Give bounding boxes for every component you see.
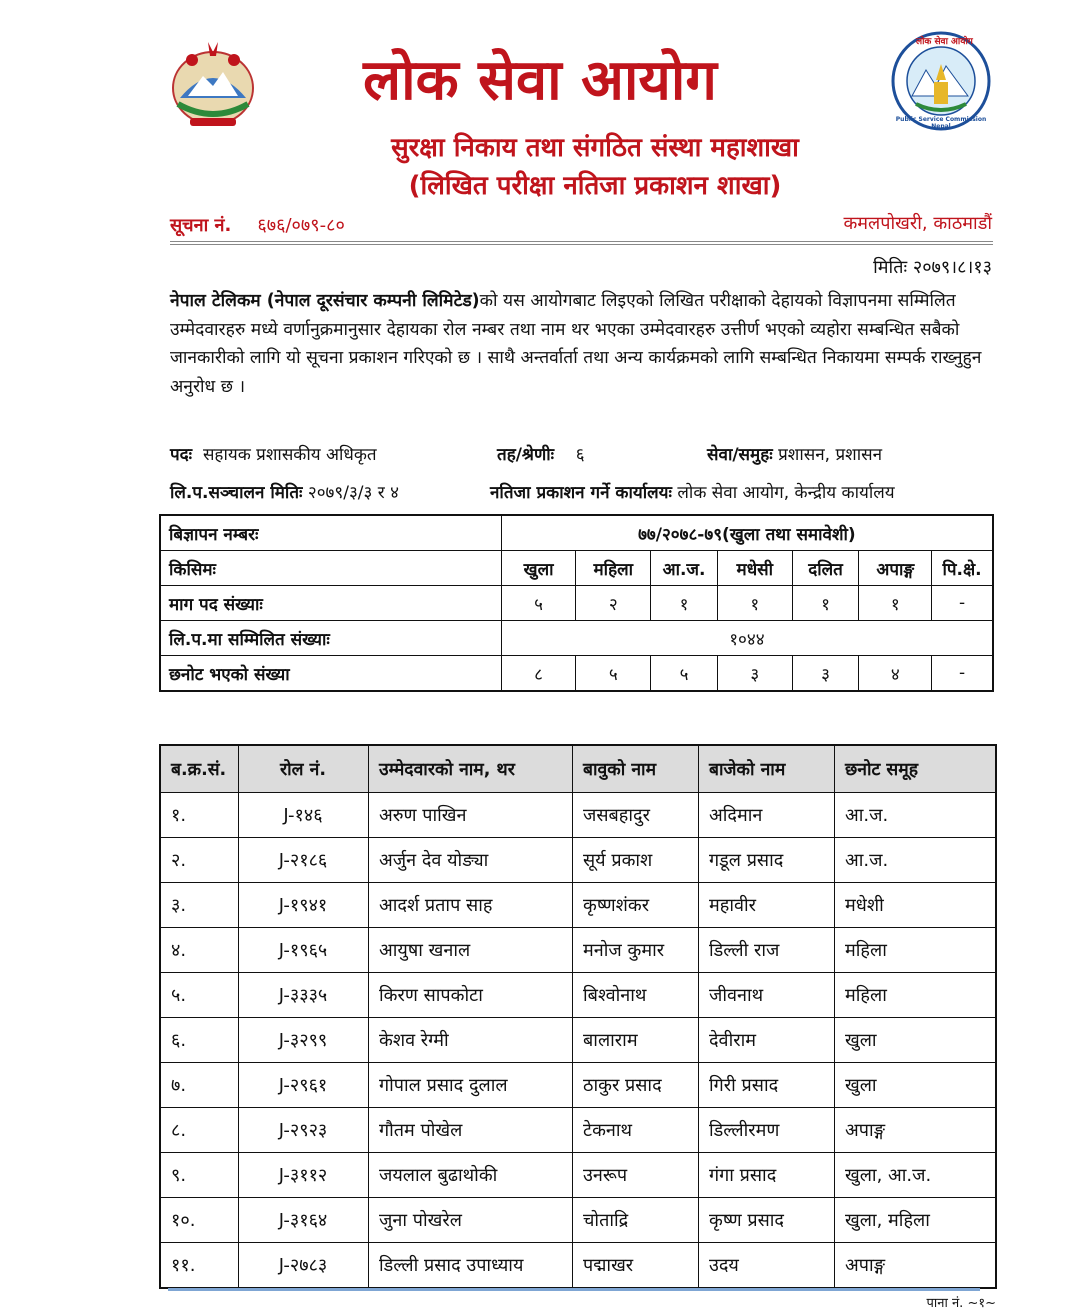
col-header-serial: ब.क्र.सं.: [160, 745, 239, 793]
header-divider: [170, 241, 993, 242]
level-value: ६: [575, 445, 585, 465]
ad-row: [160, 515, 993, 551]
candidate-name-cell: अरुण पाखिन: [369, 793, 573, 838]
group-cell: महिला: [835, 973, 997, 1018]
roll-cell: J-२९६१: [239, 1063, 369, 1108]
father-name-cell: ठाकुर प्रसाद: [573, 1063, 699, 1108]
father-name-cell: चोताद्रि: [573, 1198, 699, 1243]
serial-cell: ७.: [160, 1063, 239, 1108]
ad-value: ७७/२०७८-७९(खुला तथा समावेशी): [501, 515, 993, 551]
selected-cell: ३: [717, 656, 792, 692]
grandfather-name-cell: देवीराम: [699, 1018, 835, 1063]
group-cell: अपाङ्ग: [835, 1108, 997, 1153]
office-label: नतिजा प्रकाशन गर्ने कार्यालयः: [490, 483, 672, 503]
division-subtitle: सुरक्षा निकाय तथा संगठित संस्था महाशाखा: [391, 133, 799, 163]
serial-cell: ३.: [160, 883, 239, 928]
selected-cell: ५: [651, 656, 718, 692]
serial-cell: ८.: [160, 1108, 239, 1153]
serial-cell: ११.: [160, 1243, 239, 1289]
roll-cell: J-३११२: [239, 1153, 369, 1198]
father-name-cell: पद्माखर: [573, 1243, 699, 1289]
page-number: पाना नं. ~१~: [926, 1296, 996, 1311]
notice-label: सूचना नं.: [170, 215, 232, 236]
table-row: [160, 883, 996, 928]
office-value: लोक सेवा आयोग, केन्द्रीय कार्यालय: [677, 483, 895, 503]
grandfather-name-cell: अदिमान: [699, 793, 835, 838]
group-cell: महिला: [835, 928, 997, 973]
page-title: लोक सेवा आयोग: [363, 48, 717, 113]
col-header-name: उम्मेदवारको नाम, थर: [369, 745, 573, 793]
col-header-roll: रोल नं.: [239, 745, 369, 793]
roll-cell: J-१९४१: [239, 883, 369, 928]
father-name-cell: टेकनाथ: [573, 1108, 699, 1153]
candidate-name-cell: डिल्ली प्रसाद उपाध्याय: [369, 1243, 573, 1289]
roll-cell: J-२७८३: [239, 1243, 369, 1289]
selected-cell: ४: [859, 656, 932, 692]
notice-date: मितिः २०७९।८।१३: [873, 257, 992, 278]
col-header-grandfather: बाजेको नाम: [699, 745, 835, 793]
candidate-name-cell: आदर्श प्रताप साह: [369, 883, 573, 928]
notice-number: ६७६/०७९-८०: [257, 215, 345, 236]
notice-paragraph: [170, 287, 1000, 401]
exam-date-info: [170, 480, 399, 503]
notice-number-line: [170, 213, 345, 237]
demand-cell: -: [932, 586, 993, 621]
roll-cell: J-३१६४: [239, 1198, 369, 1243]
father-name-cell: सूर्य प्रकाश: [573, 838, 699, 883]
roll-cell: J-१९६५: [239, 928, 369, 973]
group-cell: अपाङ्ग: [835, 1243, 997, 1289]
results-table: [159, 744, 997, 1289]
serial-cell: ९.: [160, 1153, 239, 1198]
roll-cell: J-३२९९: [239, 1018, 369, 1063]
type-cell: दलित: [792, 551, 859, 586]
grandfather-name-cell: कृष्ण प्रसाद: [699, 1198, 835, 1243]
table-row: [160, 1243, 996, 1289]
table-row: [160, 928, 996, 973]
demand-cell: २: [576, 586, 651, 621]
candidate-name-cell: केशव रेग्मी: [369, 1018, 573, 1063]
grandfather-name-cell: गडूल प्रसाद: [699, 838, 835, 883]
table-row: [160, 1198, 996, 1243]
summary-table: [159, 514, 994, 692]
selected-label: छनोट भएको संख्या: [160, 656, 501, 692]
demand-cell: १: [859, 586, 932, 621]
selected-cell: ३: [792, 656, 859, 692]
selected-row: [160, 656, 993, 692]
office-place: कमलपोखरी, काठमाडौं: [843, 213, 992, 234]
grandfather-name-cell: उदय: [699, 1243, 835, 1289]
group-cell: आ.ज.: [835, 838, 997, 883]
service-label: सेवा/समुहः: [707, 445, 773, 465]
selected-cell: ५: [576, 656, 651, 692]
group-cell: मधेशी: [835, 883, 997, 928]
type-cell: अपाङ्ग: [859, 551, 932, 586]
type-cell: महिला: [576, 551, 651, 586]
type-cell: आ.ज.: [651, 551, 718, 586]
results-header-row: [160, 745, 996, 793]
grandfather-name-cell: डिल्लीरमण: [699, 1108, 835, 1153]
candidate-name-cell: गौतम पोखेल: [369, 1108, 573, 1153]
demand-row: [160, 586, 993, 621]
grandfather-name-cell: गिरी प्रसाद: [699, 1063, 835, 1108]
grandfather-name-cell: महावीर: [699, 883, 835, 928]
col-header-father: बावुको नाम: [573, 745, 699, 793]
roll-cell: J-२९२३: [239, 1108, 369, 1153]
father-name-cell: मनोज कुमार: [573, 928, 699, 973]
service-info: [707, 442, 882, 465]
serial-cell: ६.: [160, 1018, 239, 1063]
notice-body-text: को यस आयोगबाट लिइएको लिखित परीक्षाको देहायको विज्ञापनमा सम्मिलित उम्मेदवारहरु मध्ये वर्णानुक्रमानुसार देहायका रोल नम्बर तथा नाम थर भएका उम्मेदवारहरु उत्तीर्ण भएको व्यहोरा सम्बन्धित सबैको जानकारीको लागि यो सूचना प्रकाशन गरिएको छ । साथै अन्तर्वार्ता तथा अन्य कार्यक्रमको लागि सम्बन्धित निकायमा सम्पर्क राख्नुहुन अनुरोध छ ।: [170, 291, 982, 397]
demand-cell: १: [792, 586, 859, 621]
demand-label: माग पद संख्याः: [160, 586, 501, 621]
roll-cell: J-१४६: [239, 793, 369, 838]
grandfather-name-cell: जीवनाथ: [699, 973, 835, 1018]
serial-cell: ४.: [160, 928, 239, 973]
serial-cell: २.: [160, 838, 239, 883]
results-body: [160, 793, 996, 1289]
table-row: [160, 1108, 996, 1153]
father-name-cell: कृष्णशंकर: [573, 883, 699, 928]
serial-cell: १०.: [160, 1198, 239, 1243]
demand-cell: ५: [501, 586, 576, 621]
group-cell: खुला, आ.ज.: [835, 1153, 997, 1198]
type-cell: मधेसी: [717, 551, 792, 586]
candidate-name-cell: अर्जुन देव योङ्या: [369, 838, 573, 883]
table-row: [160, 838, 996, 883]
type-cell: पि.क्षे.: [932, 551, 993, 586]
group-cell: आ.ज.: [835, 793, 997, 838]
type-label: किसिमः: [160, 551, 501, 586]
appeared-label: लि.प.मा सम्मिलित संख्याः: [160, 621, 501, 656]
level-label: तह/श्रेणीः: [497, 445, 555, 465]
post-info: [170, 442, 377, 465]
selected-cell: -: [932, 656, 993, 692]
service-value: प्रशासन, प्रशासन: [778, 445, 883, 465]
father-name-cell: उनरूप: [573, 1153, 699, 1198]
psc-logo-text-top: लोक सेवा आयोग: [916, 37, 973, 47]
psc-logo-text-bottom: Public Service Commission Nepal: [895, 116, 987, 130]
table-row: [160, 1063, 996, 1108]
table-row: [160, 973, 996, 1018]
group-cell: खुला: [835, 1018, 997, 1063]
demand-cell: १: [717, 586, 792, 621]
col-header-group: छनोट समूह: [835, 745, 997, 793]
post-label: पदः: [170, 445, 193, 465]
roll-cell: J-२१८६: [239, 838, 369, 883]
appeared-row: [160, 621, 993, 656]
group-cell: खुला, महिला: [835, 1198, 997, 1243]
exam-date-value: २०७९/३/३ र ४: [307, 483, 399, 503]
roll-cell: J-३३३५: [239, 973, 369, 1018]
type-cell: खुला: [501, 551, 576, 586]
serial-cell: ५.: [160, 973, 239, 1018]
table-row: [160, 1018, 996, 1063]
footer-line: [168, 1288, 980, 1291]
table-row: [160, 1153, 996, 1198]
father-name-cell: जसबहादुर: [573, 793, 699, 838]
office-info: [490, 480, 895, 503]
exam-date-label: लि.प.सञ्चालन मितिः: [170, 483, 303, 503]
organization-name: नेपाल टेलिकम (नेपाल दूरसंचार कम्पनी लिमिटेड): [170, 291, 480, 311]
serial-cell: १.: [160, 793, 239, 838]
candidate-name-cell: जुना पोखरेल: [369, 1198, 573, 1243]
header-divider-2: [170, 244, 993, 245]
demand-cell: १: [651, 586, 718, 621]
grandfather-name-cell: गंगा प्रसाद: [699, 1153, 835, 1198]
table-row: [160, 793, 996, 838]
post-value: सहायक प्रशासकीय अधिकृत: [202, 445, 377, 465]
grandfather-name-cell: डिल्ली राज: [699, 928, 835, 973]
father-name-cell: बिश्वोनाथ: [573, 973, 699, 1018]
ad-label: बिज्ञापन नम्बरः: [160, 515, 501, 551]
candidate-name-cell: गोपाल प्रसाद दुलाल: [369, 1063, 573, 1108]
appeared-value: १०४४: [501, 621, 993, 656]
father-name-cell: बालाराम: [573, 1018, 699, 1063]
candidate-name-cell: किरण सापकोटा: [369, 973, 573, 1018]
candidate-name-cell: जयलाल बुढाथोकी: [369, 1153, 573, 1198]
section-subtitle: (लिखित परीक्षा नतिजा प्रकाशन शाखा): [408, 171, 782, 201]
selected-cell: ८: [501, 656, 576, 692]
candidate-name-cell: आयुषा खनाल: [369, 928, 573, 973]
level-info: [497, 442, 585, 465]
group-cell: खुला: [835, 1063, 997, 1108]
type-row: [160, 551, 993, 586]
